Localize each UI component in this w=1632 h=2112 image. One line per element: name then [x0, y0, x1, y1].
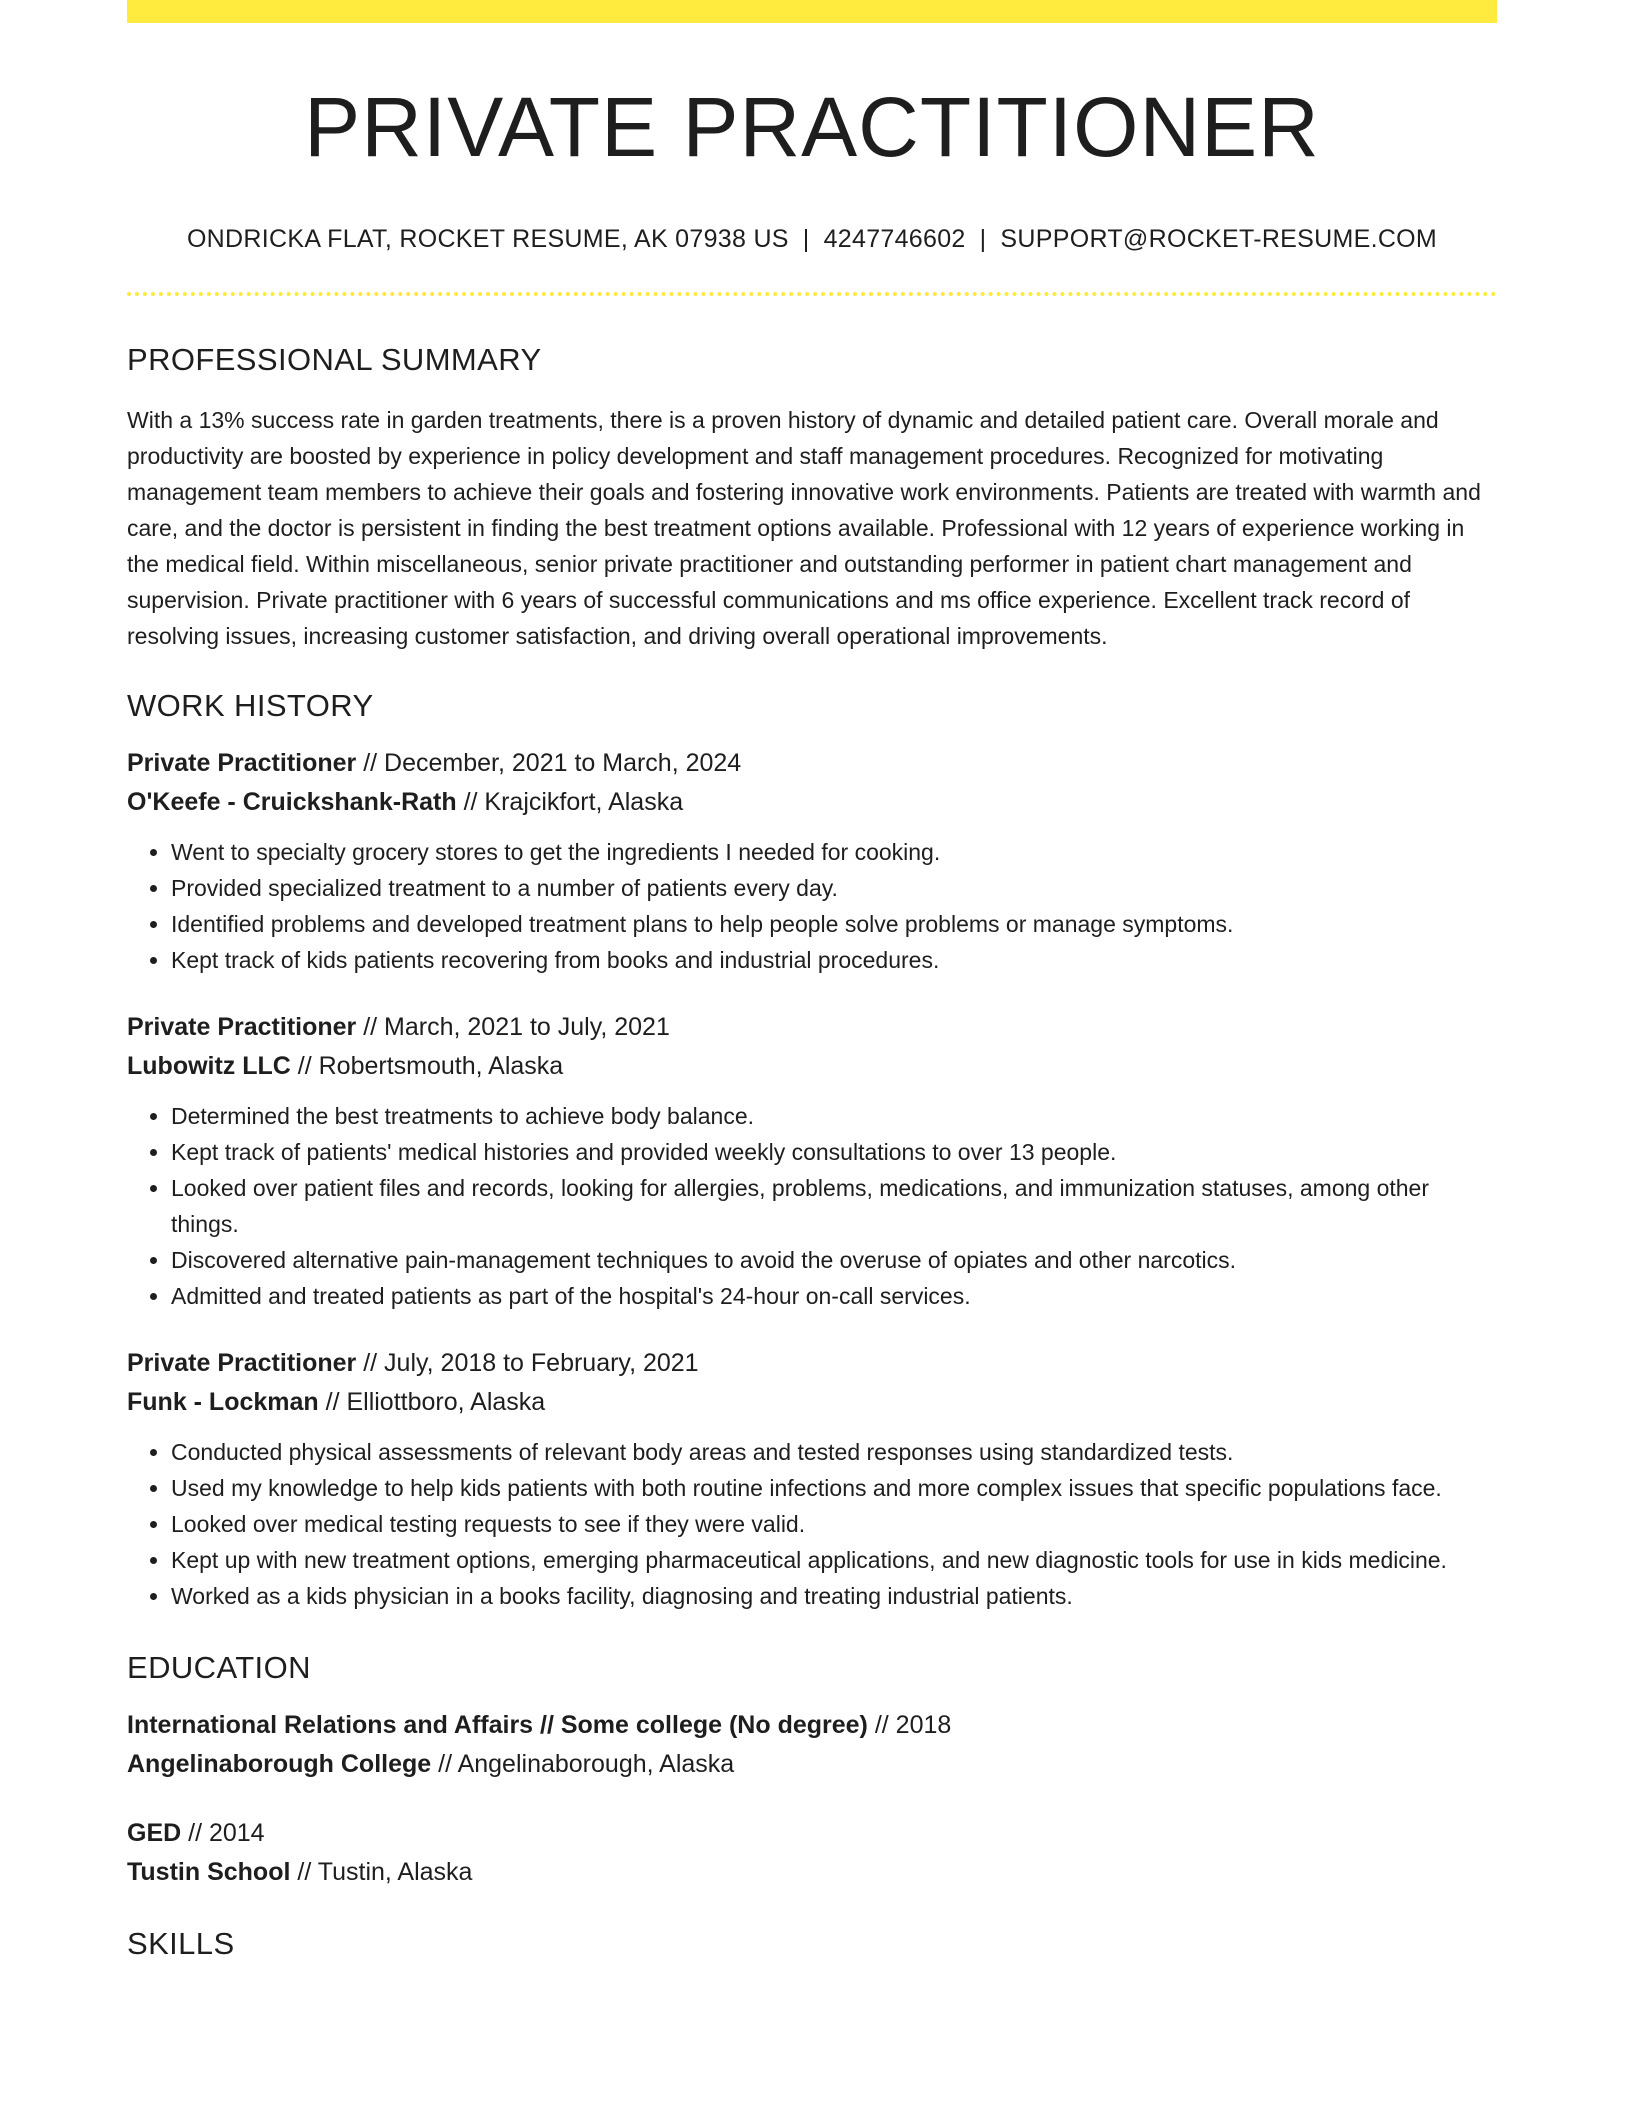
dotted-divider: [127, 292, 1497, 296]
education-entry: [127, 1706, 1497, 1784]
education-degree: International Relations and Affairs // Some college (No degree): [127, 1711, 868, 1740]
list-item: • Discovered alternative pain-management techniques to avoid the overuse of opiates and other narcotics.: [171, 1242, 1497, 1278]
education-degree-line: [127, 1814, 1497, 1853]
job-entry: [127, 744, 1497, 978]
contact-separator: |: [802, 225, 810, 254]
list-item: • Determined the best treatments to achieve body balance.: [171, 1098, 1497, 1134]
list-item: • Looked over patient files and records, looking for allergies, problems, medications, and immunization statuses, among other things.: [171, 1170, 1497, 1242]
contact-line: [127, 225, 1497, 254]
job-company: Funk - Lockman: [127, 1388, 319, 1417]
job-role: Private Practitioner: [127, 1349, 357, 1378]
accent-top-bar: [127, 0, 1497, 23]
contact-phone[interactable]: 4247746602: [823, 225, 966, 254]
job-dates: // July, 2018 to February, 2021: [356, 1349, 699, 1378]
contact-email[interactable]: SUPPORT@ROCKET-RESUME.COM: [1000, 225, 1438, 254]
list-item: • Provided specialized treatment to a number of patients every day.: [171, 870, 1497, 906]
section-title-education: EDUCATION: [127, 1650, 311, 1686]
summary-paragraph: With a 13% success rate in garden treatments, there is a proven history of dynamic and detailed patient care. Overall morale and productivity are boosted by experience in policy development and staff management procedures. Recognized for motivating management team members to achieve their goals and fostering innovative work environments. Patients are treated with warmth and care, and the doctor is persistent in finding the best treatment options available. Professional with 12 years of experience working in the medical field. Within miscellaneous, senior private practitioner and outstanding performer in patient chart management and supervision. Private practitioner with 6 years of successful communications and ms office experience. Excellent track record of resolving issues, increasing customer satisfaction, and driving overall operational improvements.: [127, 407, 1481, 650]
job-dates: // December, 2021 to March, 2024: [356, 749, 742, 778]
job-bullets: [127, 1098, 1497, 1314]
job-location: // Krajcikfort, Alaska: [456, 788, 684, 817]
list-item: • Worked as a kids physician in a books facility, diagnosing and treating industrial patients.: [171, 1578, 1497, 1614]
list-item: • Looked over medical testing requests to see if they were valid.: [171, 1506, 1497, 1542]
education-school: Angelinaborough College: [127, 1750, 432, 1779]
list-item: • Kept track of patients' medical histories and provided weekly consultations to over 13 people.: [171, 1134, 1497, 1170]
contact-separator: |: [979, 225, 987, 254]
job-dates: // March, 2021 to July, 2021: [356, 1013, 670, 1042]
contact-address: ONDRICKA FLAT, ROCKET RESUME, AK 07938 US: [186, 225, 789, 254]
education-location: // Angelinaborough, Alaska: [431, 1750, 735, 1779]
job-company-line: [127, 1047, 1497, 1086]
job-entry: [127, 1344, 1497, 1614]
job-location: // Elliottboro, Alaska: [318, 1388, 546, 1417]
job-company: O'Keefe - Cruickshank-Rath: [127, 788, 457, 817]
education-year: // 2018: [867, 1711, 952, 1740]
job-bullets: [127, 834, 1497, 978]
job-company: Lubowitz LLC: [127, 1052, 291, 1081]
section-title-work-history: WORK HISTORY: [127, 688, 374, 724]
education-school: Tustin School: [127, 1858, 291, 1887]
resume-page: [127, 0, 1497, 1962]
education-degree-line: [127, 1706, 1497, 1745]
job-location: // Robertsmouth, Alaska: [290, 1052, 564, 1081]
job-company-line: [127, 1383, 1497, 1422]
list-item: • Admitted and treated patients as part of the hospital's 24-hour on-call services.: [171, 1278, 1497, 1314]
job-header: [127, 744, 1497, 783]
section-title-skills: SKILLS: [127, 1926, 235, 1962]
list-item: • Conducted physical assessments of relevant body areas and tested responses using standardized tests.: [171, 1434, 1497, 1470]
list-item: • Kept up with new treatment options, emerging pharmaceutical applications, and new diagnostic tools for use in kids medicine.: [171, 1542, 1497, 1578]
education-school-line: [127, 1745, 1497, 1784]
job-bullets: [127, 1434, 1497, 1614]
list-item: • Used my knowledge to help kids patients with both routine infections and more complex issues that specific populations face.: [171, 1470, 1497, 1506]
education-entry: [127, 1814, 1497, 1892]
job-role: Private Practitioner: [127, 749, 357, 778]
list-item: • Went to specialty grocery stores to get the ingredients I needed for cooking.: [171, 834, 1497, 870]
job-role: Private Practitioner: [127, 1013, 357, 1042]
education-degree: GED: [127, 1819, 182, 1848]
list-item: • Kept track of kids patients recovering from books and industrial procedures.: [171, 942, 1497, 978]
education-school-line: [127, 1853, 1497, 1892]
list-item: • Identified problems and developed treatment plans to help people solve problems or manage symptoms.: [171, 906, 1497, 942]
education-location: // Tustin, Alaska: [290, 1858, 473, 1887]
section-title-summary: PROFESSIONAL SUMMARY: [127, 342, 542, 378]
education-year: // 2014: [181, 1819, 265, 1848]
job-entry: [127, 1008, 1497, 1314]
job-header: [127, 1344, 1497, 1383]
job-header: [127, 1008, 1497, 1047]
resume-name: PRIVATE PRACTITIONER: [304, 80, 1320, 174]
job-company-line: [127, 783, 1497, 822]
